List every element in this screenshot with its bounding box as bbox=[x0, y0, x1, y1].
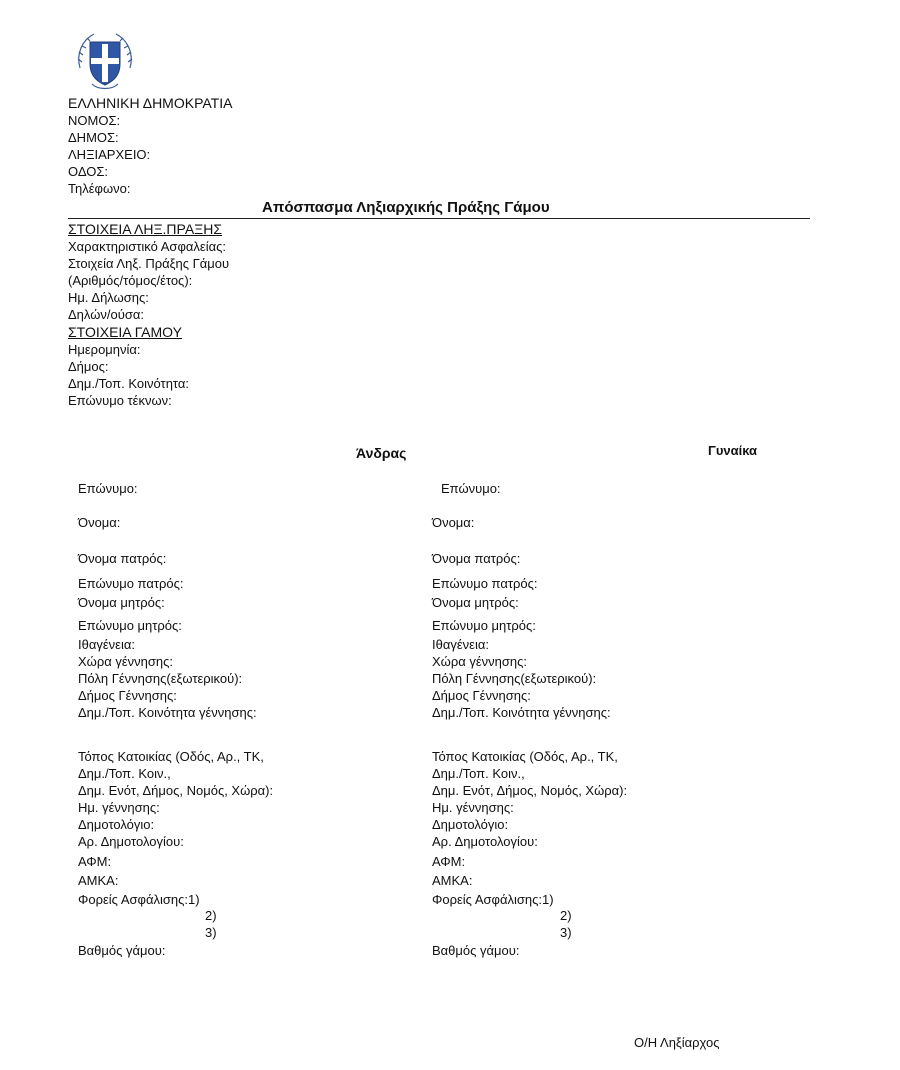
act-section-heading: ΣΤΟΙΧΕΙΑ ΛΗΞ.ΠΡΑΞΗΣ bbox=[68, 221, 223, 237]
act-line: Ημ. Δήλωσης: bbox=[68, 290, 149, 305]
man-foreis: Φορείς Ασφάλισης:1) bbox=[78, 892, 200, 907]
marriage-line: Δημ./Τοπ. Κοινότητα: bbox=[68, 376, 189, 391]
man-ar-dimotologiou: Αρ. Δημοτολογίου: bbox=[78, 834, 184, 849]
woman-xora-gennisis: Χώρα γέννησης: bbox=[432, 654, 527, 669]
lixiarxeio-label: ΛΗΞΙΑΡΧΕΙΟ: bbox=[68, 147, 151, 162]
republic-heading: ΕΛΛΗΝΙΚΗ ΔΗΜΟΚΡΑΤΙΑ bbox=[68, 95, 233, 111]
woman-im-gennisis: Ημ. γέννησης: bbox=[432, 800, 514, 815]
dimos-label: ΔΗΜΟΣ: bbox=[68, 130, 119, 145]
man-column-heading: Άνδρας bbox=[356, 445, 407, 461]
woman-amka: ΑΜΚΑ: bbox=[432, 873, 473, 888]
woman-katoikia-line: Τόπος Κατοικίας (Οδός, Αρ., ΤΚ, bbox=[432, 749, 618, 764]
woman-onoma-patros: Όνομα πατρός: bbox=[432, 551, 521, 566]
woman-poli-gennisis: Πόλη Γέννησης(εξωτερικού): bbox=[432, 671, 597, 686]
man-katoikia-line: Δημ. Ενότ, Δήμος, Νομός, Χώρα): bbox=[78, 783, 274, 798]
woman-dimos-gennisis: Δήμος Γέννησης: bbox=[432, 688, 531, 703]
man-katoikia-line: Τόπος Κατοικίας (Οδός, Αρ., ΤΚ, bbox=[78, 749, 264, 764]
woman-koinotita-gennisis: Δημ./Τοπ. Κοινότητα γέννησης: bbox=[432, 705, 611, 720]
marriage-line: Επώνυμο τέκνων: bbox=[68, 393, 172, 408]
woman-katoikia-line: Δημ./Τοπ. Κοιν., bbox=[432, 766, 525, 781]
woman-katoikia-line: Δημ. Ενότ, Δήμος, Νομός, Χώρα): bbox=[432, 783, 628, 798]
man-katoikia-line: Δημ./Τοπ. Κοιν., bbox=[78, 766, 171, 781]
nomos-label: ΝΟΜΟΣ: bbox=[68, 113, 121, 128]
man-eponymo: Επώνυμο: bbox=[78, 481, 138, 496]
man-dimos-gennisis: Δήμος Γέννησης: bbox=[78, 688, 177, 703]
man-poli-gennisis: Πόλη Γέννησης(εξωτερικού): bbox=[78, 671, 243, 686]
act-line: Δηλών/ούσα: bbox=[68, 307, 144, 322]
man-eponymo-patros: Επώνυμο πατρός: bbox=[78, 576, 184, 591]
man-onoma-mitros: Όνομα μητρός: bbox=[78, 595, 165, 610]
man-vathmos: Βαθμός γάμου: bbox=[78, 943, 166, 958]
woman-dimotologio: Δημοτολόγιο: bbox=[432, 817, 509, 832]
marriage-line: Ημερομηνία: bbox=[68, 342, 141, 357]
man-im-gennisis: Ημ. γέννησης: bbox=[78, 800, 160, 815]
woman-eponymo-patros: Επώνυμο πατρός: bbox=[432, 576, 538, 591]
man-amka: ΑΜΚΑ: bbox=[78, 873, 119, 888]
man-afm: ΑΦΜ: bbox=[78, 854, 112, 869]
woman-foreis: Φορείς Ασφάλισης:1) bbox=[432, 892, 554, 907]
woman-foreis-3: 3) bbox=[560, 925, 572, 940]
woman-afm: ΑΦΜ: bbox=[432, 854, 466, 869]
man-onoma: Όνομα: bbox=[78, 515, 121, 530]
man-dimotologio: Δημοτολόγιο: bbox=[78, 817, 155, 832]
woman-ar-dimotologiou: Αρ. Δημοτολογίου: bbox=[432, 834, 538, 849]
woman-foreis-2: 2) bbox=[560, 908, 572, 923]
woman-onoma: Όνομα: bbox=[432, 515, 475, 530]
woman-onoma-mitros: Όνομα μητρός: bbox=[432, 595, 519, 610]
act-line: Χαρακτηριστικό Ασφαλείας: bbox=[68, 239, 226, 254]
registrar-signature-label: Ο/Η Ληξίαρχος bbox=[634, 1035, 720, 1050]
man-foreis-3: 3) bbox=[205, 925, 217, 940]
woman-eponymo: Επώνυμο: bbox=[441, 481, 501, 496]
woman-column-heading: Γυναίκα bbox=[708, 443, 758, 458]
act-line: (Αριθμός/τόμος/έτος): bbox=[68, 273, 193, 288]
man-onoma-patros: Όνομα πατρός: bbox=[78, 551, 167, 566]
marriage-section-heading: ΣΤΟΙΧΕΙΑ ΓΑΜΟΥ bbox=[68, 324, 182, 340]
woman-eponymo-mitros: Επώνυμο μητρός: bbox=[432, 618, 536, 633]
woman-ithageneia: Ιθαγένεια: bbox=[432, 637, 489, 652]
man-eponymo-mitros: Επώνυμο μητρός: bbox=[78, 618, 182, 633]
document-title: Απόσπασμα Ληξιαρχικής Πράξης Γάμου bbox=[262, 199, 550, 216]
man-koinotita-gennisis: Δημ./Τοπ. Κοινότητα γέννησης: bbox=[78, 705, 257, 720]
greek-coat-of-arms-icon bbox=[72, 28, 138, 94]
marriage-line: Δήμος: bbox=[68, 359, 109, 374]
title-divider bbox=[68, 218, 810, 219]
tilefono-label: Τηλέφωνο: bbox=[68, 181, 131, 196]
man-ithageneia: Ιθαγένεια: bbox=[78, 637, 135, 652]
man-foreis-2: 2) bbox=[205, 908, 217, 923]
odos-label: ΟΔΟΣ: bbox=[68, 164, 109, 179]
act-line: Στοιχεία Ληξ. Πράξης Γάμου bbox=[68, 256, 230, 271]
man-xora-gennisis: Χώρα γέννησης: bbox=[78, 654, 173, 669]
woman-vathmos: Βαθμός γάμου: bbox=[432, 943, 520, 958]
